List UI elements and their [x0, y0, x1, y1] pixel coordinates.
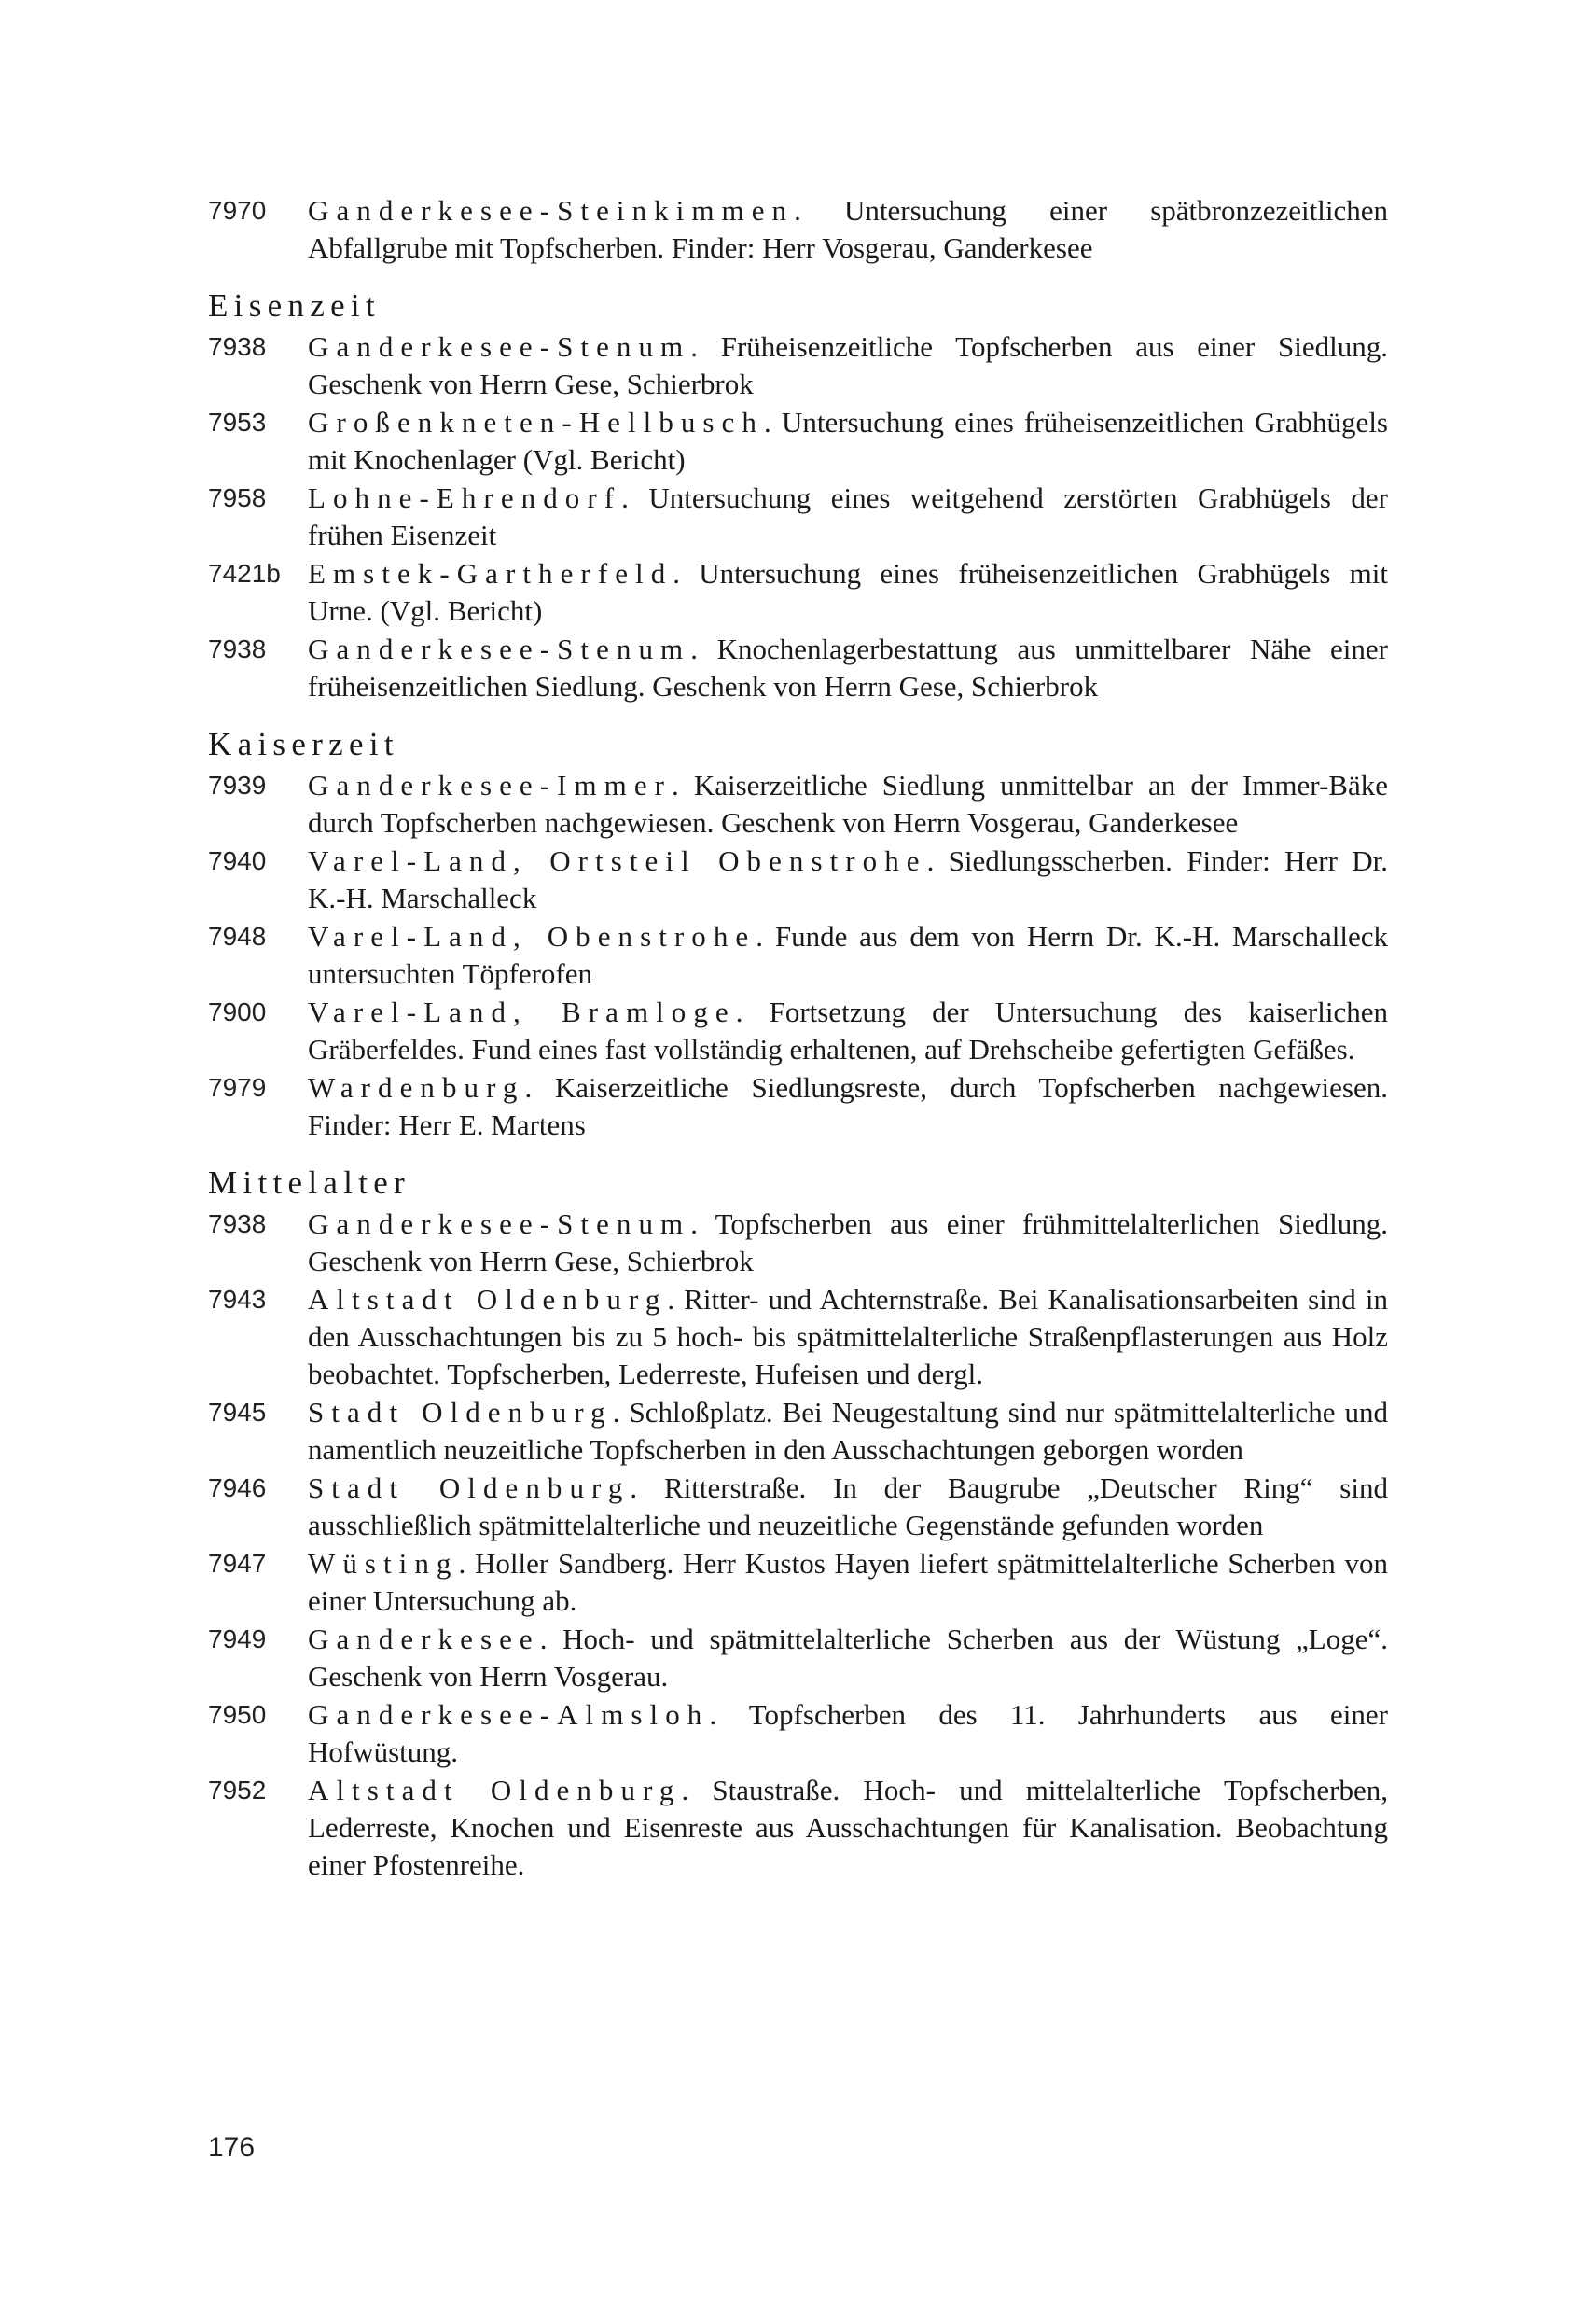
list-item: [208, 918, 1388, 993]
entry-description: . Kaiserzeitliche Siedlung unmittelbar an der Immer-Bäke durch Topfscherben nachgewiesen. Geschenk von Herrn Vosgerau, Ganderkesee: [308, 769, 1388, 839]
inventory-number: 7949: [208, 1624, 267, 1653]
place-name: Ganderkesee-Stenum: [308, 330, 691, 363]
list-item: [208, 1696, 1388, 1771]
place-name: Ganderkesee-Almsloh: [308, 1698, 710, 1731]
list-item: [208, 192, 1388, 267]
entry-description: . Schloßplatz. Bei Neugestaltung sind nur spätmittelalterliche und namentlich neuzeitliche Topfscherben in den Ausschachtungen geborgen worden: [308, 1396, 1388, 1466]
place-name: Varel-Land, Bramloge: [308, 996, 736, 1028]
entry-description: . Topfscherben aus einer frühmittelalterlichen Siedlung. Geschenk von Herrn Gese, Schierbrok: [308, 1207, 1388, 1277]
entry-text: [308, 1394, 1388, 1469]
place-name: Ganderkesee-Stenum: [308, 633, 691, 665]
inventory-number: 7958: [208, 483, 267, 512]
entry-description: . Früheisenzeitliche Topfscherben aus einer Siedlung. Geschenk von Herrn Gese, Schierbrok: [308, 330, 1388, 400]
inventory-number: 7947: [208, 1549, 267, 1578]
entry-description: . Topfscherben des 11. Jahrhunderts aus einer Hofwüstung.: [308, 1698, 1388, 1768]
entry-text: [308, 480, 1388, 554]
entry-text: [308, 1696, 1388, 1771]
place-name: Varel-Land, Obenstrohe: [308, 920, 756, 953]
entry-description: . Untersuchung eines früheisenzeitlichen Grabhügels mit Urne. (Vgl. Bericht): [308, 557, 1388, 627]
place-name: Ganderkesee: [308, 1623, 540, 1655]
inventory-number: 7938: [208, 1209, 267, 1238]
entry-text: [308, 1772, 1388, 1884]
entry-text: [308, 631, 1388, 705]
inventory-number: 7952: [208, 1776, 267, 1805]
inventory-number: 7950: [208, 1700, 267, 1729]
inventory-number: 7943: [208, 1285, 267, 1314]
entry-description: . Siedlungsscherben. Finder: Herr Dr. K.-H. Marschalleck: [308, 844, 1388, 914]
list-item: [208, 1545, 1388, 1620]
list-item: [208, 843, 1388, 917]
list-item: [208, 1621, 1388, 1695]
inventory-number: 7938: [208, 634, 267, 663]
list-item: [208, 328, 1388, 403]
entry-text: [308, 767, 1388, 842]
document-page: [208, 192, 1388, 1885]
list-item: [208, 994, 1388, 1068]
place-name: Stadt Oldenburg: [308, 1471, 631, 1504]
entry-text: [308, 1206, 1388, 1280]
list-item: [208, 631, 1388, 705]
inventory-number: 7900: [208, 997, 267, 1026]
section-intro: [208, 192, 1388, 267]
entry-text: [308, 994, 1388, 1068]
list-item: [208, 404, 1388, 479]
entry-text: [308, 192, 1388, 267]
place-name: Ganderkesee-Stenum: [308, 1207, 691, 1240]
place-name: Emstek-Gartherfeld: [308, 557, 673, 590]
section-heading: Eisenzeit: [208, 287, 381, 324]
place-name: Wardenburg: [308, 1071, 525, 1104]
entry-description: . Staustraße. Hoch- und mittelalterliche Topfscherben, Lederreste, Knochen und Eisenreste aus Ausschachtungen für Kanalisation. Beobachtung einer Pfostenreihe.: [308, 1774, 1389, 1881]
entry-text: [308, 1281, 1388, 1393]
inventory-number: 7938: [208, 332, 267, 361]
place-name: Varel-Land, Ortsteil Obenstrohe: [308, 844, 927, 877]
entry-text: [308, 1545, 1388, 1620]
list-item: [208, 767, 1388, 842]
entry-description: . Untersuchung einer spätbronzezeitlichen Abfallgrube mit Topfscherben. Finder: Herr Vosgerau, Ganderkesee: [308, 194, 1388, 264]
list-item: [208, 1206, 1388, 1280]
entry-description: . Ritter- und Achternstraße. Bei Kanalisationsarbeiten sind in den Ausschachtungen bis zu 5 hoch- bis spätmittelalterliche Straßenpflasterungen aus Holz beobachtet. Topfscherben, Lederreste, Hufeisen und dergl.: [308, 1283, 1388, 1390]
entry-description: . Ritterstraße. In der Baugrube „Deutscher Ring“ sind ausschließlich spätmittelalterliche und neuzeitliche Gegenstände gefunden worden: [308, 1471, 1388, 1541]
place-name: Großenkneten-Hellbusch: [308, 406, 764, 439]
entry-description: . Knochenlagerbestattung aus unmittelbarer Nähe einer früheisenzeitlichen Siedlung. Geschenk von Herrn Gese, Schierbrok: [308, 633, 1388, 703]
inventory-number: 7970: [208, 196, 267, 225]
inventory-number: 7946: [208, 1473, 267, 1502]
inventory-number: 7953: [208, 408, 267, 437]
entry-description: . Holler Sandberg. Herr Kustos Hayen liefert spätmittelalterliche Scherben von einer Untersuchung ab.: [308, 1547, 1388, 1617]
entry-description: . Funde aus dem von Herrn Dr. K.-H. Marschalleck untersuchten Töpferofen: [308, 920, 1389, 990]
entry-text: [308, 843, 1388, 917]
place-name: Wüsting: [308, 1547, 459, 1580]
list-item: [208, 1394, 1388, 1469]
entry-text: [308, 404, 1388, 479]
entry-description: . Kaiserzeitliche Siedlungsreste, durch Topfscherben nachgewiesen. Finder: Herr E. Martens: [308, 1071, 1388, 1141]
list-item: [208, 1470, 1388, 1544]
list-item: [208, 480, 1388, 554]
entry-text: [308, 555, 1388, 630]
section-mittelalter: [208, 1163, 1388, 1884]
entry-text: [308, 1621, 1388, 1695]
entry-text: [308, 1069, 1388, 1144]
inventory-number: 7979: [208, 1073, 267, 1102]
entry-description: . Fortsetzung der Untersuchung des kaiserlichen Gräberfeldes. Fund eines fast vollständig erhaltenen, auf Drehscheibe gefertigten Gefäßes.: [308, 996, 1388, 1066]
place-name: Altstadt Oldenburg: [308, 1774, 682, 1806]
entry-description: . Untersuchung eines früheisenzeitlichen Grabhügels mit Knochenlager (Vgl. Bericht): [308, 406, 1388, 476]
entry-text: [308, 328, 1388, 403]
inventory-number: 7940: [208, 846, 267, 875]
place-name: Ganderkesee-Steinkimmen: [308, 194, 795, 227]
page-number: 176: [208, 2132, 256, 2163]
section-eisenzeit: [208, 286, 1388, 705]
inventory-number: 7421b: [208, 559, 281, 588]
place-name: Stadt Oldenburg: [308, 1396, 613, 1429]
list-item: [208, 1281, 1388, 1393]
list-item: [208, 1772, 1388, 1884]
place-name: Lohne-Ehrendorf: [308, 481, 622, 514]
entry-text: [308, 1470, 1388, 1544]
place-name: Ganderkesee-Immer: [308, 769, 673, 802]
place-name: Altstadt Oldenburg: [308, 1283, 668, 1316]
inventory-number: 7945: [208, 1398, 267, 1427]
list-item: [208, 1069, 1388, 1144]
section-heading: Mittelalter: [208, 1164, 411, 1201]
section-heading: Kaiserzeit: [208, 726, 399, 762]
section-kaiserzeit: [208, 724, 1388, 1144]
entry-text: [308, 918, 1388, 993]
inventory-number: 7948: [208, 922, 267, 951]
entry-description: . Untersuchung eines weitgehend zerstörten Grabhügels der frühen Eisenzeit: [308, 481, 1388, 551]
inventory-number: 7939: [208, 771, 267, 800]
entry-description: . Hoch- und spätmittelalterliche Scherben aus der Wüstung „Loge“. Geschenk von Herrn Vosgerau.: [308, 1623, 1388, 1693]
list-item: [208, 555, 1388, 630]
